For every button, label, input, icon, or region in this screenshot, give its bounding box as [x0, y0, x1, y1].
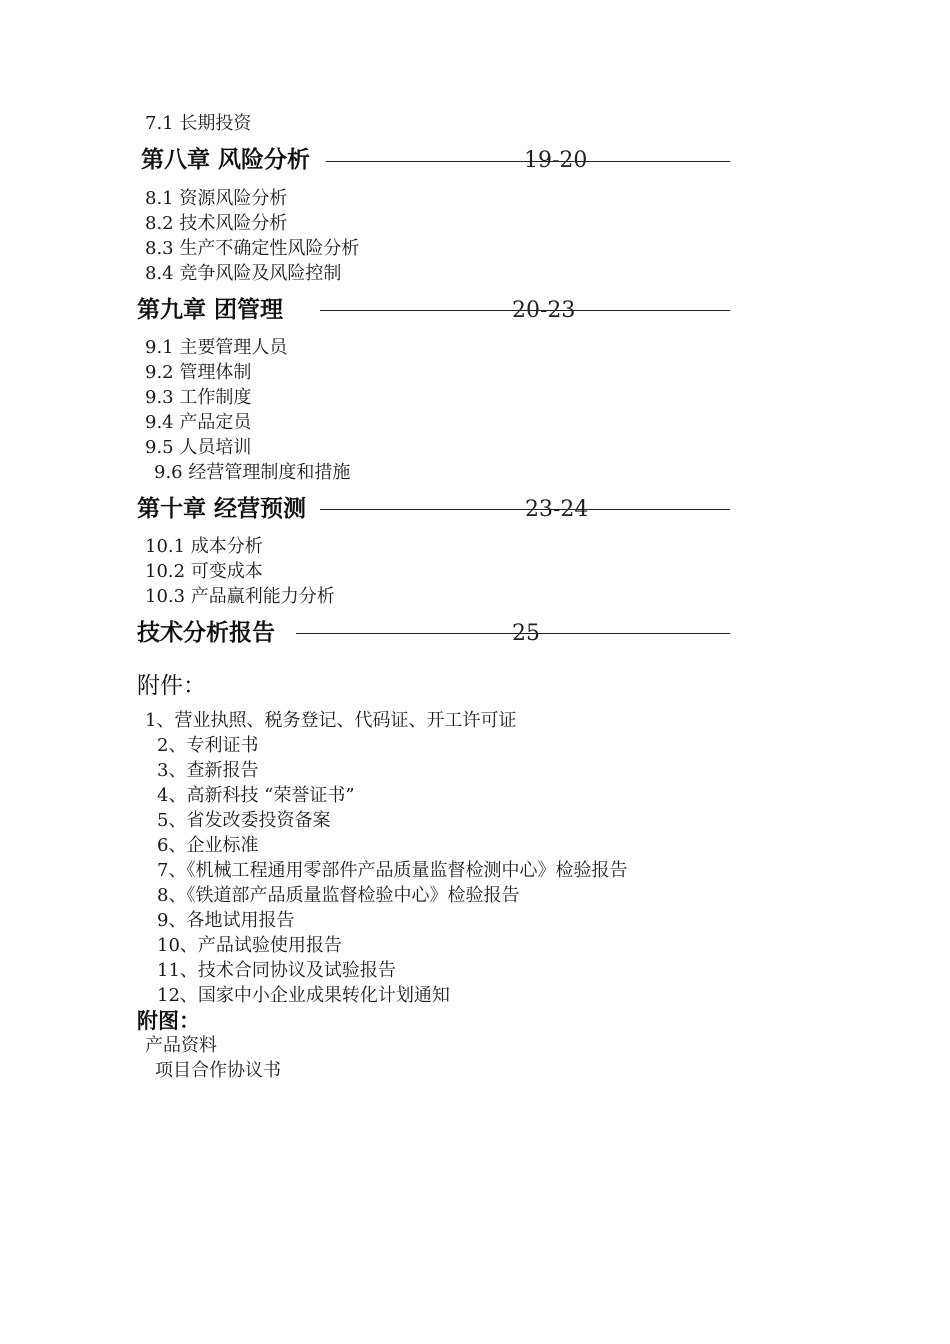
chapter-10-title: 第十章 经营预测 [137, 496, 307, 522]
chapter-8-title: 第八章 风险分析 [141, 147, 311, 173]
chapter-9-pages: 20-23 [512, 298, 576, 323]
chapter-9-title: 第九章 团管理 [137, 297, 284, 323]
figure-item: 项目合作协议书 [155, 1060, 281, 1081]
toc-entry-8-1: 8.1 资源风险分析 [145, 188, 288, 209]
attachment-item: 6、企业标准 [157, 835, 259, 856]
figures-heading: 附图： [137, 1009, 200, 1033]
toc-entry-9-3: 9.3 工作制度 [145, 387, 252, 408]
toc-entry-8-2: 8.2 技术风险分析 [145, 213, 288, 234]
figure-item: 产品资料 [145, 1035, 217, 1056]
chapter-8-pages: 19-20 [524, 148, 588, 173]
attachment-item: 8、《铁道部产品质量监督检验中心》检验报告 [157, 885, 520, 906]
attachment-item: 4、高新科技 “荣誉证书” [157, 785, 355, 806]
tech-report-title: 技术分析报告 [137, 620, 275, 646]
attachment-item: 12、国家中小企业成果转化计划通知 [157, 985, 450, 1006]
toc-entry-9-1: 9.1 主要管理人员 [145, 337, 288, 358]
toc-entry-7-1: 7.1 长期投资 [145, 113, 252, 134]
attachment-item: 9、各地试用报告 [157, 910, 295, 931]
attachment-item: 3、查新报告 [157, 760, 259, 781]
toc-entry-8-3: 8.3 生产不确定性风险分析 [145, 238, 360, 259]
chapter-10-pages: 23-24 [525, 497, 589, 522]
attachment-item: 7、《机械工程通用零部件产品质量监督检测中心》检验报告 [157, 860, 628, 881]
toc-entry-9-6: 9.6 经营管理制度和措施 [154, 462, 351, 483]
toc-entry-10-3: 10.3 产品赢利能力分析 [145, 586, 335, 607]
attachment-item: 1、营业执照、税务登记、代码证、开工许可证 [145, 710, 517, 731]
toc-entry-9-4: 9.4 产品定员 [145, 412, 252, 433]
toc-entry-10-1: 10.1 成本分析 [145, 536, 263, 557]
tech-report-pages: 25 [512, 621, 540, 646]
attachments-heading: 附件： [137, 673, 206, 699]
toc-entry-9-2: 9.2 管理体制 [145, 362, 252, 383]
attachment-item: 2、专利证书 [157, 735, 259, 756]
attachment-item: 11、技术合同协议及试验报告 [157, 960, 396, 981]
toc-entry-8-4: 8.4 竞争风险及风险控制 [145, 263, 342, 284]
toc-entry-10-2: 10.2 可变成本 [145, 561, 263, 582]
attachment-item: 10、产品试验使用报告 [157, 935, 342, 956]
toc-entry-9-5: 9.5 人员培训 [145, 437, 252, 458]
attachment-item: 5、省发改委投资备案 [157, 810, 331, 831]
